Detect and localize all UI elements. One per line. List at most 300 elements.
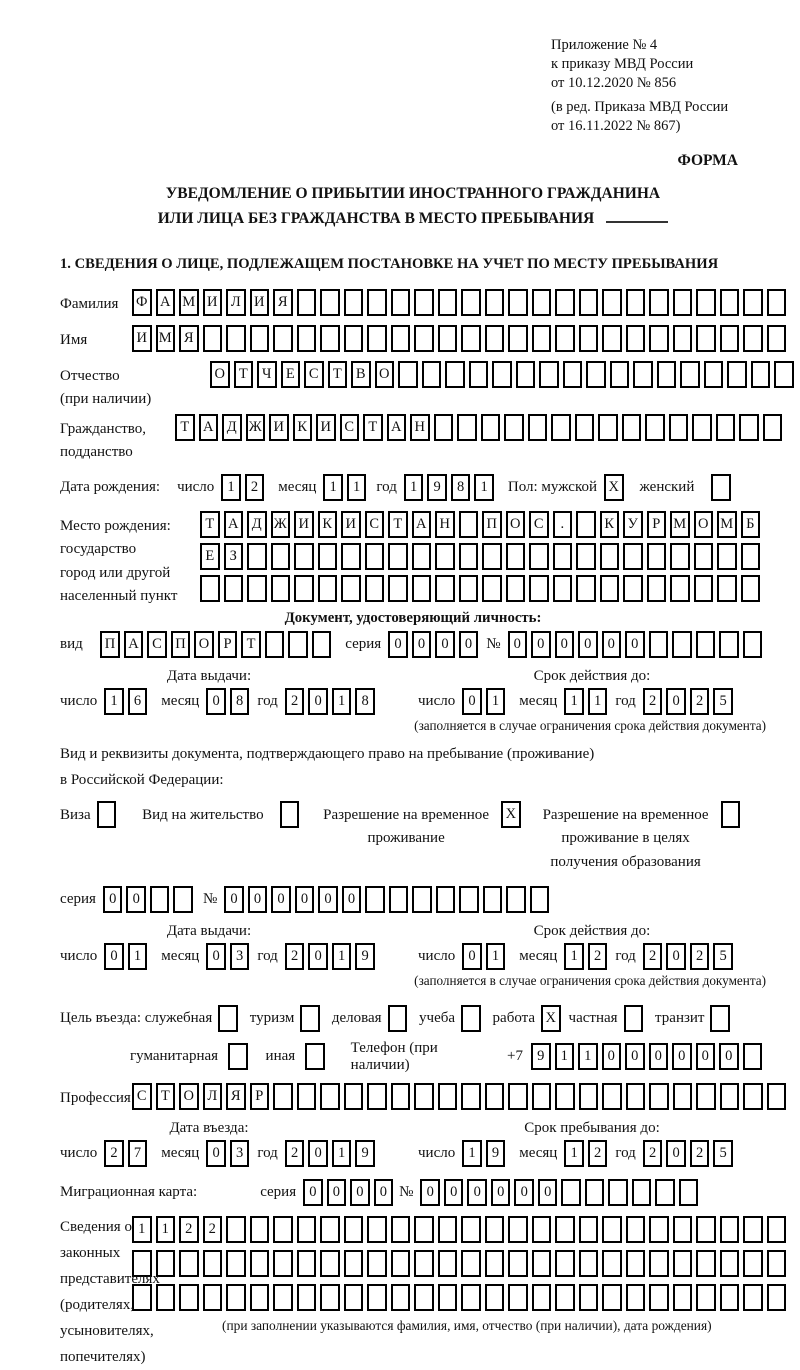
char-cell[interactable] <box>414 289 434 316</box>
char-cell[interactable] <box>532 325 552 352</box>
char-cell[interactable] <box>720 1284 740 1311</box>
char-cell[interactable] <box>485 325 505 352</box>
char-cell[interactable]: 0 <box>578 631 598 658</box>
char-cell[interactable] <box>679 1179 699 1206</box>
char-cell[interactable] <box>561 1179 581 1206</box>
char-cell[interactable] <box>529 543 549 570</box>
char-cell[interactable] <box>224 575 244 602</box>
char-cell[interactable] <box>555 1250 575 1277</box>
char-cell[interactable]: 0 <box>555 631 575 658</box>
char-cell[interactable] <box>669 414 689 441</box>
char-cell[interactable] <box>481 414 501 441</box>
char-cell[interactable] <box>365 575 385 602</box>
char-cell[interactable] <box>294 543 314 570</box>
char-cell[interactable]: И <box>250 289 270 316</box>
char-cell[interactable]: 1 <box>332 688 352 715</box>
char-cell[interactable] <box>391 1083 411 1110</box>
char-cell[interactable] <box>485 1216 505 1243</box>
char-cell[interactable] <box>457 414 477 441</box>
char-cell[interactable] <box>649 631 669 658</box>
char-cell[interactable]: 0 <box>271 886 291 913</box>
char-cell[interactable]: 1 <box>156 1216 176 1243</box>
char-cell[interactable] <box>602 1083 622 1110</box>
char-cell[interactable] <box>506 886 526 913</box>
char-cell[interactable]: С <box>304 361 324 388</box>
char-cell[interactable] <box>365 543 385 570</box>
char-cell[interactable]: 0 <box>126 886 146 913</box>
char-cell[interactable] <box>576 575 596 602</box>
char-cell[interactable] <box>720 1083 740 1110</box>
char-cell[interactable] <box>680 361 700 388</box>
char-cell[interactable] <box>459 575 479 602</box>
char-cell[interactable] <box>626 1284 646 1311</box>
char-cell[interactable]: 2 <box>690 1140 710 1167</box>
char-cell[interactable] <box>459 543 479 570</box>
char-cell[interactable]: З <box>224 543 244 570</box>
char-cell[interactable]: 0 <box>388 631 408 658</box>
char-cell[interactable]: Е <box>281 361 301 388</box>
char-cell[interactable] <box>506 575 526 602</box>
char-cell[interactable] <box>438 325 458 352</box>
char-cell[interactable] <box>579 1216 599 1243</box>
char-cell[interactable] <box>344 1250 364 1277</box>
char-cell[interactable] <box>610 361 630 388</box>
char-cell[interactable]: 0 <box>206 1140 226 1167</box>
char-cell[interactable] <box>297 1216 317 1243</box>
char-cell[interactable]: . <box>553 511 573 538</box>
char-cell[interactable] <box>247 575 267 602</box>
char-cell[interactable] <box>532 289 552 316</box>
char-cell[interactable]: Т <box>363 414 383 441</box>
char-cell[interactable]: 0 <box>206 688 226 715</box>
char-cell[interactable] <box>483 886 503 913</box>
char-cell[interactable] <box>438 1250 458 1277</box>
char-cell[interactable]: О <box>194 631 214 658</box>
char-cell[interactable] <box>633 361 653 388</box>
char-cell[interactable]: Л <box>203 1083 223 1110</box>
char-cell[interactable]: 1 <box>486 688 506 715</box>
char-cell[interactable] <box>767 289 787 316</box>
char-cell[interactable] <box>435 543 455 570</box>
char-cell[interactable] <box>586 361 606 388</box>
char-cell[interactable] <box>553 543 573 570</box>
char-cell[interactable]: 0 <box>374 1179 394 1206</box>
char-cell[interactable] <box>626 1250 646 1277</box>
char-cell[interactable]: 2 <box>588 1140 608 1167</box>
char-cell[interactable] <box>367 1083 387 1110</box>
char-cell[interactable]: 9 <box>531 1043 551 1070</box>
char-cell[interactable]: П <box>171 631 191 658</box>
char-cell[interactable]: X <box>501 801 521 828</box>
char-cell[interactable] <box>469 361 489 388</box>
char-cell[interactable] <box>602 1250 622 1277</box>
char-cell[interactable]: 3 <box>230 943 250 970</box>
char-cell[interactable]: 1 <box>564 943 584 970</box>
char-cell[interactable]: 2 <box>643 1140 663 1167</box>
char-cell[interactable] <box>226 325 246 352</box>
char-cell[interactable]: 5 <box>713 688 733 715</box>
char-cell[interactable]: О <box>179 1083 199 1110</box>
char-cell[interactable] <box>720 289 740 316</box>
char-cell[interactable] <box>461 325 481 352</box>
char-cell[interactable] <box>626 1083 646 1110</box>
char-cell[interactable] <box>696 631 716 658</box>
char-cell[interactable]: 0 <box>412 631 432 658</box>
char-cell[interactable]: 5 <box>713 1140 733 1167</box>
char-cell[interactable]: 9 <box>486 1140 506 1167</box>
char-cell[interactable]: С <box>365 511 385 538</box>
char-cell[interactable] <box>391 1284 411 1311</box>
char-cell[interactable]: 0 <box>696 1043 716 1070</box>
char-cell[interactable] <box>694 543 714 570</box>
char-cell[interactable] <box>743 1284 763 1311</box>
char-cell[interactable] <box>624 1005 644 1032</box>
char-cell[interactable] <box>388 1005 408 1032</box>
char-cell[interactable] <box>226 1284 246 1311</box>
char-cell[interactable] <box>579 1083 599 1110</box>
char-cell[interactable]: Ж <box>271 511 291 538</box>
char-cell[interactable] <box>320 1250 340 1277</box>
char-cell[interactable]: 8 <box>230 688 250 715</box>
char-cell[interactable] <box>608 1179 628 1206</box>
char-cell[interactable] <box>602 325 622 352</box>
char-cell[interactable] <box>532 1250 552 1277</box>
char-cell[interactable]: 0 <box>104 943 124 970</box>
char-cell[interactable] <box>485 289 505 316</box>
char-cell[interactable]: 2 <box>588 943 608 970</box>
char-cell[interactable] <box>367 1284 387 1311</box>
char-cell[interactable] <box>320 325 340 352</box>
char-cell[interactable] <box>579 1284 599 1311</box>
char-cell[interactable]: А <box>124 631 144 658</box>
char-cell[interactable]: Р <box>647 511 667 538</box>
char-cell[interactable]: 0 <box>350 1179 370 1206</box>
char-cell[interactable]: 0 <box>420 1179 440 1206</box>
char-cell[interactable]: 0 <box>459 631 479 658</box>
char-cell[interactable] <box>696 325 716 352</box>
char-cell[interactable]: О <box>506 511 526 538</box>
char-cell[interactable] <box>743 1250 763 1277</box>
char-cell[interactable] <box>600 575 620 602</box>
char-cell[interactable] <box>414 1083 434 1110</box>
char-cell[interactable] <box>767 325 787 352</box>
char-cell[interactable] <box>200 575 220 602</box>
char-cell[interactable] <box>743 631 763 658</box>
char-cell[interactable]: 0 <box>103 886 123 913</box>
char-cell[interactable] <box>414 1284 434 1311</box>
char-cell[interactable]: П <box>100 631 120 658</box>
char-cell[interactable] <box>763 414 783 441</box>
char-cell[interactable] <box>412 886 432 913</box>
char-cell[interactable] <box>422 361 442 388</box>
char-cell[interactable] <box>673 1216 693 1243</box>
char-cell[interactable] <box>632 1179 652 1206</box>
char-cell[interactable] <box>649 1216 669 1243</box>
char-cell[interactable] <box>602 1284 622 1311</box>
char-cell[interactable] <box>743 1083 763 1110</box>
char-cell[interactable] <box>318 575 338 602</box>
char-cell[interactable]: Н <box>410 414 430 441</box>
char-cell[interactable] <box>673 289 693 316</box>
char-cell[interactable] <box>727 361 747 388</box>
char-cell[interactable] <box>553 575 573 602</box>
char-cell[interactable] <box>555 325 575 352</box>
char-cell[interactable]: 0 <box>318 886 338 913</box>
char-cell[interactable]: 0 <box>491 1179 511 1206</box>
char-cell[interactable] <box>600 543 620 570</box>
char-cell[interactable] <box>271 575 291 602</box>
char-cell[interactable] <box>673 1250 693 1277</box>
char-cell[interactable]: 0 <box>666 943 686 970</box>
char-cell[interactable] <box>696 1083 716 1110</box>
char-cell[interactable] <box>288 631 308 658</box>
char-cell[interactable]: 0 <box>435 631 455 658</box>
char-cell[interactable] <box>461 289 481 316</box>
char-cell[interactable] <box>203 325 223 352</box>
char-cell[interactable] <box>203 1284 223 1311</box>
char-cell[interactable] <box>247 543 267 570</box>
char-cell[interactable]: 2 <box>179 1216 199 1243</box>
char-cell[interactable] <box>508 1216 528 1243</box>
char-cell[interactable]: 1 <box>404 474 424 501</box>
char-cell[interactable] <box>696 1216 716 1243</box>
char-cell[interactable]: 0 <box>462 943 482 970</box>
char-cell[interactable] <box>508 1083 528 1110</box>
char-cell[interactable]: Т <box>200 511 220 538</box>
char-cell[interactable] <box>696 1284 716 1311</box>
char-cell[interactable] <box>696 1250 716 1277</box>
char-cell[interactable]: 1 <box>132 1216 152 1243</box>
char-cell[interactable]: 2 <box>203 1216 223 1243</box>
char-cell[interactable] <box>528 414 548 441</box>
char-cell[interactable] <box>250 1216 270 1243</box>
char-cell[interactable]: 0 <box>467 1179 487 1206</box>
char-cell[interactable] <box>670 543 690 570</box>
char-cell[interactable] <box>436 886 456 913</box>
char-cell[interactable] <box>645 414 665 441</box>
char-cell[interactable] <box>485 1250 505 1277</box>
char-cell[interactable]: К <box>600 511 620 538</box>
char-cell[interactable] <box>482 575 502 602</box>
char-cell[interactable] <box>226 1250 246 1277</box>
char-cell[interactable]: Т <box>328 361 348 388</box>
char-cell[interactable]: 0 <box>327 1179 347 1206</box>
char-cell[interactable] <box>626 289 646 316</box>
char-cell[interactable] <box>320 1284 340 1311</box>
char-cell[interactable]: Ч <box>257 361 277 388</box>
char-cell[interactable] <box>250 325 270 352</box>
char-cell[interactable] <box>367 325 387 352</box>
char-cell[interactable]: Л <box>226 289 246 316</box>
char-cell[interactable] <box>774 361 794 388</box>
char-cell[interactable] <box>435 575 455 602</box>
char-cell[interactable] <box>739 414 759 441</box>
char-cell[interactable] <box>555 289 575 316</box>
char-cell[interactable] <box>391 289 411 316</box>
char-cell[interactable] <box>320 1216 340 1243</box>
char-cell[interactable] <box>602 1216 622 1243</box>
char-cell[interactable] <box>602 289 622 316</box>
char-cell[interactable]: А <box>199 414 219 441</box>
char-cell[interactable] <box>320 289 340 316</box>
char-cell[interactable]: 1 <box>564 1140 584 1167</box>
char-cell[interactable] <box>649 289 669 316</box>
char-cell[interactable] <box>150 886 170 913</box>
char-cell[interactable] <box>649 1284 669 1311</box>
char-cell[interactable]: 0 <box>308 688 328 715</box>
char-cell[interactable] <box>508 1250 528 1277</box>
char-cell[interactable] <box>647 543 667 570</box>
char-cell[interactable] <box>438 1284 458 1311</box>
char-cell[interactable] <box>367 289 387 316</box>
char-cell[interactable] <box>388 575 408 602</box>
char-cell[interactable] <box>367 1216 387 1243</box>
char-cell[interactable] <box>741 575 761 602</box>
char-cell[interactable] <box>655 1179 675 1206</box>
char-cell[interactable] <box>767 1250 787 1277</box>
char-cell[interactable]: 1 <box>128 943 148 970</box>
char-cell[interactable]: 1 <box>474 474 494 501</box>
char-cell[interactable] <box>305 1043 325 1070</box>
char-cell[interactable] <box>461 1284 481 1311</box>
char-cell[interactable]: 2 <box>643 688 663 715</box>
char-cell[interactable]: С <box>147 631 167 658</box>
char-cell[interactable] <box>273 325 293 352</box>
char-cell[interactable]: И <box>132 325 152 352</box>
char-cell[interactable]: 7 <box>128 1140 148 1167</box>
char-cell[interactable] <box>438 1216 458 1243</box>
char-cell[interactable] <box>626 1216 646 1243</box>
char-cell[interactable] <box>673 325 693 352</box>
char-cell[interactable] <box>438 1083 458 1110</box>
char-cell[interactable] <box>743 1043 763 1070</box>
char-cell[interactable]: О <box>694 511 714 538</box>
char-cell[interactable] <box>672 631 692 658</box>
char-cell[interactable] <box>412 543 432 570</box>
char-cell[interactable] <box>97 801 117 828</box>
char-cell[interactable]: 9 <box>355 1140 375 1167</box>
char-cell[interactable] <box>670 575 690 602</box>
char-cell[interactable] <box>173 886 193 913</box>
char-cell[interactable]: 2 <box>690 943 710 970</box>
char-cell[interactable] <box>459 511 479 538</box>
char-cell[interactable]: X <box>604 474 624 501</box>
char-cell[interactable]: 0 <box>649 1043 669 1070</box>
char-cell[interactable] <box>482 543 502 570</box>
char-cell[interactable]: 0 <box>224 886 244 913</box>
char-cell[interactable]: 0 <box>531 631 551 658</box>
char-cell[interactable]: 2 <box>285 688 305 715</box>
char-cell[interactable]: 0 <box>666 1140 686 1167</box>
char-cell[interactable]: 2 <box>643 943 663 970</box>
char-cell[interactable]: П <box>482 511 502 538</box>
char-cell[interactable] <box>579 1250 599 1277</box>
char-cell[interactable] <box>692 414 712 441</box>
char-cell[interactable] <box>551 414 571 441</box>
char-cell[interactable]: С <box>340 414 360 441</box>
char-cell[interactable] <box>532 1083 552 1110</box>
char-cell[interactable]: 9 <box>355 943 375 970</box>
char-cell[interactable] <box>485 1284 505 1311</box>
char-cell[interactable] <box>218 1005 238 1032</box>
char-cell[interactable] <box>344 289 364 316</box>
char-cell[interactable]: 1 <box>462 1140 482 1167</box>
char-cell[interactable] <box>530 886 550 913</box>
char-cell[interactable] <box>576 511 596 538</box>
char-cell[interactable] <box>320 1083 340 1110</box>
char-cell[interactable] <box>767 1216 787 1243</box>
char-cell[interactable] <box>649 1083 669 1110</box>
char-cell[interactable]: И <box>294 511 314 538</box>
char-cell[interactable] <box>294 575 314 602</box>
char-cell[interactable]: 1 <box>486 943 506 970</box>
char-cell[interactable] <box>585 1179 605 1206</box>
char-cell[interactable] <box>720 325 740 352</box>
char-cell[interactable] <box>297 325 317 352</box>
char-cell[interactable]: Р <box>218 631 238 658</box>
char-cell[interactable] <box>179 1284 199 1311</box>
char-cell[interactable]: 1 <box>104 688 124 715</box>
char-cell[interactable] <box>459 886 479 913</box>
char-cell[interactable] <box>434 414 454 441</box>
char-cell[interactable] <box>508 289 528 316</box>
char-cell[interactable] <box>579 289 599 316</box>
char-cell[interactable] <box>226 1216 246 1243</box>
char-cell[interactable] <box>318 543 338 570</box>
char-cell[interactable]: Я <box>179 325 199 352</box>
char-cell[interactable] <box>228 1043 248 1070</box>
char-cell[interactable] <box>719 631 739 658</box>
char-cell[interactable]: 2 <box>285 943 305 970</box>
char-cell[interactable]: 5 <box>713 943 733 970</box>
char-cell[interactable]: Т <box>234 361 254 388</box>
char-cell[interactable] <box>414 1216 434 1243</box>
char-cell[interactable] <box>367 1250 387 1277</box>
char-cell[interactable] <box>438 289 458 316</box>
char-cell[interactable] <box>532 1216 552 1243</box>
char-cell[interactable]: 1 <box>588 688 608 715</box>
char-cell[interactable] <box>575 414 595 441</box>
char-cell[interactable] <box>344 325 364 352</box>
char-cell[interactable] <box>250 1250 270 1277</box>
char-cell[interactable]: 2 <box>245 474 265 501</box>
char-cell[interactable] <box>696 289 716 316</box>
char-cell[interactable] <box>555 1284 575 1311</box>
char-cell[interactable] <box>391 1250 411 1277</box>
char-cell[interactable]: 1 <box>323 474 343 501</box>
char-cell[interactable] <box>716 414 736 441</box>
char-cell[interactable] <box>398 361 418 388</box>
char-cell[interactable]: С <box>132 1083 152 1110</box>
char-cell[interactable] <box>312 631 332 658</box>
char-cell[interactable] <box>461 1083 481 1110</box>
char-cell[interactable] <box>341 543 361 570</box>
char-cell[interactable] <box>341 575 361 602</box>
char-cell[interactable]: К <box>318 511 338 538</box>
char-cell[interactable] <box>626 325 646 352</box>
char-cell[interactable]: Н <box>435 511 455 538</box>
char-cell[interactable] <box>710 1005 730 1032</box>
char-cell[interactable] <box>767 1284 787 1311</box>
char-cell[interactable] <box>271 543 291 570</box>
char-cell[interactable] <box>414 325 434 352</box>
char-cell[interactable] <box>203 1250 223 1277</box>
char-cell[interactable] <box>694 575 714 602</box>
char-cell[interactable] <box>721 801 741 828</box>
char-cell[interactable] <box>461 1250 481 1277</box>
char-cell[interactable]: 2 <box>690 688 710 715</box>
char-cell[interactable] <box>563 361 583 388</box>
